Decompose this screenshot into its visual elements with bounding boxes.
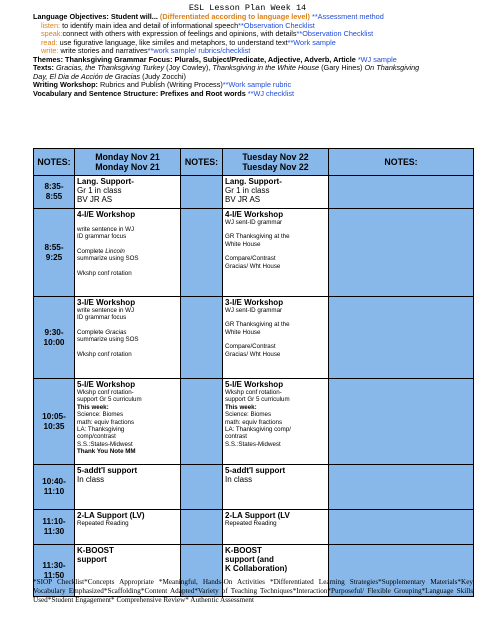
lesson-title: 5-addt'l support	[77, 466, 138, 475]
ww-label: Writing Workshop:	[33, 81, 98, 90]
tuesday-cell	[223, 297, 329, 379]
lesson-detail: Complete Lincoln	[77, 247, 125, 255]
language-objectives-line	[33, 13, 473, 22]
notes-cell	[181, 510, 223, 545]
lesson-detail: Science: Biomes	[77, 411, 124, 419]
lesson-detail: White House	[225, 240, 261, 248]
lesson-detail: support Gr 5 curriculum	[77, 396, 142, 404]
table-row	[34, 297, 474, 379]
spacer	[77, 241, 179, 248]
spacer	[77, 263, 179, 270]
lesson-detail: contrast	[225, 433, 248, 441]
lesson-subtitle: BV JR AS	[77, 195, 113, 204]
lesson-detail: Repeated Reading	[77, 520, 129, 527]
column-header-line: Tuesday Nov 22	[242, 152, 309, 162]
time-slot	[34, 209, 75, 297]
lesson-subtitle: In class	[77, 475, 105, 484]
lesson-subtitle: Gr 1 in class	[77, 186, 122, 195]
ww-text: Rubrics and Publish (Writing Process)	[98, 81, 223, 90]
lesson-cell	[223, 465, 328, 484]
lang-obj-label: Language Objectives:	[33, 13, 109, 21]
write-text: write stories and narratives	[58, 47, 148, 56]
lesson-detail: support Gr 5 curriculum	[225, 396, 290, 404]
lesson-detail: White House	[225, 328, 261, 336]
time-slot	[34, 379, 75, 465]
lesson-cell	[223, 209, 328, 270]
notes-cell	[329, 176, 474, 209]
column-header	[75, 149, 181, 176]
lesson-title: Lang. Support-	[77, 177, 134, 186]
read-line	[33, 39, 473, 48]
lesson-title: Lang. Support-	[225, 177, 282, 186]
lesson-detail: Repeated Reading	[225, 520, 277, 527]
lesson-title: 2-LA Support (LV)	[77, 511, 145, 520]
lesson-subtitle: Gr 1 in class	[225, 186, 270, 195]
notes-cell	[181, 176, 223, 209]
listen-label: listen:	[41, 21, 61, 30]
spacer	[77, 219, 179, 226]
speak-assess: **Observation Checklist	[296, 30, 374, 39]
themes-line	[33, 56, 473, 65]
lesson-cell	[75, 510, 180, 527]
lesson-detail: Wkshp conf rotation	[77, 269, 132, 277]
lang-obj-assess: **Assessment method	[309, 13, 384, 21]
column-header-line: Monday Nov 21	[95, 152, 160, 162]
time-slot-line: 9:30-	[44, 327, 64, 337]
texts-title-3: On Thanksgiving	[364, 64, 420, 73]
listen-assess: **Observation Checklist	[238, 21, 315, 30]
time-slot-line: 10:00	[43, 337, 65, 347]
time-slot-line: 8:55-	[44, 242, 64, 252]
lesson-detail: S.S.:States-Midwest	[77, 440, 133, 448]
texts-title-2: Thanksgiving in the White House	[212, 64, 320, 73]
lesson-detail: S.S.:States-Midwest	[225, 440, 281, 448]
lesson-detail: Gracias/ Wht House	[225, 350, 281, 358]
column-header-line: NOTES:	[37, 157, 71, 167]
book-title: Lincoln	[105, 247, 125, 255]
time-slot-line: 9:25	[45, 252, 63, 262]
lesson-cell	[223, 297, 328, 358]
table-row	[34, 209, 474, 297]
spacer	[77, 344, 179, 351]
lesson-title: 3-I/E Workshop	[225, 298, 284, 307]
table-row	[34, 379, 474, 465]
time-slot-line: 10:35	[43, 421, 65, 431]
ww-assess: **Work sample rubric	[222, 81, 292, 90]
themes-assess: *WJ sample	[357, 55, 397, 64]
lesson-cell	[223, 176, 328, 204]
texts-title-1: Gracias, the Thanksgiving Turkey	[53, 64, 165, 73]
time-slot-line: 11:30-	[42, 560, 66, 570]
lesson-title: 4-I/E Workshop	[77, 210, 136, 219]
tuesday-cell	[223, 176, 329, 209]
lesson-subtitle: support	[77, 555, 107, 564]
book-title: Gracias	[105, 328, 127, 336]
texts-author-3: (Judy Zocchi)	[140, 72, 186, 81]
notes-cell	[329, 510, 474, 545]
time-slot-line: 11:30	[43, 527, 65, 536]
lesson-detail: Compare/Contrast	[225, 255, 276, 263]
column-header-line: Monday Nov 21	[95, 162, 160, 172]
vocabulary-line	[33, 90, 473, 99]
time-slot	[34, 510, 75, 545]
page-title: ESL Lesson Plan Week 14	[188, 3, 307, 13]
time-slot	[34, 465, 75, 510]
lesson-detail: LA: Thanksgiving	[77, 426, 125, 434]
notes-cell	[181, 209, 223, 297]
lesson-detail: LA: Thanksgiving comp/	[225, 426, 291, 434]
lesson-cell	[223, 545, 328, 573]
column-header-line: Tuesday Nov 22	[242, 162, 309, 172]
spacer	[225, 314, 327, 321]
monday-cell	[75, 465, 181, 510]
notes-cell	[181, 379, 223, 465]
tuesday-cell	[223, 465, 329, 510]
lang-obj-diff: (Differentiated according to language level)	[159, 13, 310, 21]
lesson-title: 5-addt'l support	[225, 466, 286, 475]
read-label: read:	[41, 38, 58, 47]
notes-cell	[329, 297, 474, 379]
lesson-detail: write sentence in WJ	[77, 226, 135, 233]
schedule-table	[33, 148, 474, 597]
column-header	[181, 149, 223, 176]
write-assess: **work sample/ rubrics/checklist	[147, 47, 251, 56]
lesson-title: K-BOOST	[77, 546, 114, 555]
time-slot	[34, 297, 75, 379]
lesson-subtitle: support (and	[225, 555, 274, 564]
texts-title-4: Day, El Dia de Acción de Gracias	[33, 72, 141, 81]
lesson-detail: Gracias/ Wht House	[225, 262, 281, 270]
lesson-title: 2-LA Support (LV	[225, 511, 290, 520]
spacer	[77, 322, 179, 329]
lesson-detail: ID grammar focus	[77, 233, 127, 241]
lesson-objectives-header	[33, 13, 473, 98]
lesson-detail: GR Thanksgiving at the	[225, 321, 290, 329]
table-header-row	[34, 149, 474, 176]
lesson-detail: This week:	[77, 403, 109, 411]
table-row	[34, 465, 474, 510]
read-assess: **Work sample	[287, 38, 336, 47]
lesson-title: 5-I/E Workshop	[225, 380, 284, 389]
speak-line	[33, 30, 473, 39]
column-header	[329, 149, 474, 176]
speak-label: speak:	[41, 30, 63, 39]
column-header-line: NOTES:	[184, 157, 219, 167]
lesson-cell	[75, 297, 180, 358]
siop-checklist: *SIOP Checklist*Concepts Appropriate *Meaningful, Hands-On Activities *Differentiated Learning Strategies*Supplementary Materials*Key Vocabulary Emphasized*Scaffolding*Content Adapted*Variety of Teaching Techniques*Interaction*Purposeful/ Flexible Grouping*Language Skills Used*Student Engagement* Comprehensive Review* Authentic Assessment	[33, 578, 473, 604]
monday-cell	[75, 176, 181, 209]
lesson-detail: summarize using SOS	[77, 336, 139, 344]
lesson-detail: math: equiv fractions	[77, 418, 135, 426]
write-line	[33, 47, 473, 56]
tuesday-cell	[223, 379, 329, 465]
table-row	[34, 176, 474, 209]
lesson-cell	[75, 209, 180, 277]
time-slot-line: 11:50	[43, 570, 65, 580]
time-slot-line: 11:10-	[42, 517, 66, 526]
time-slot-line: 8:55	[45, 192, 63, 201]
lesson-detail: comp/contrast	[77, 433, 116, 441]
spacer	[225, 248, 327, 255]
lesson-cell	[223, 379, 328, 448]
lesson-detail: WJ sent-ID grammar	[225, 307, 283, 314]
lesson-detail: GR Thanksgiving at the	[225, 233, 290, 241]
time-slot	[34, 176, 75, 209]
lesson-title: 4-I/E Workshop	[225, 210, 284, 219]
notes-cell	[329, 465, 474, 510]
lesson-detail: This week:	[225, 403, 257, 411]
lesson-detail: math: equiv fractions	[225, 418, 283, 426]
texts-line-2	[33, 73, 473, 82]
lesson-cell	[75, 176, 180, 204]
vocab-label: Vocabulary and Sentence Structure:	[33, 89, 159, 98]
vocab-assess: **WJ checklist	[247, 89, 295, 98]
lesson-subtitle: In class	[225, 475, 253, 484]
texts-author-2: (Gary Hines)	[319, 64, 365, 73]
lesson-cell	[223, 510, 328, 527]
time-slot-line: 11:10	[43, 487, 65, 496]
lesson-title: 3-I/E Workshop	[77, 298, 136, 307]
lang-obj-text: Student will...	[108, 13, 160, 21]
notes-cell	[181, 297, 223, 379]
vocab-text: Prefixes and Root words	[158, 89, 248, 98]
lesson-detail: summarize using SOS	[77, 255, 139, 263]
lesson-detail: Compare/Contrast	[225, 343, 276, 351]
lesson-detail: WJ sent-ID grammar	[225, 219, 283, 226]
notes-cell	[181, 465, 223, 510]
lesson-detail: Thank You Note MM	[77, 448, 136, 456]
spacer	[225, 226, 327, 233]
texts-line	[33, 64, 473, 73]
read-text: use figurative language, like similes and metaphors, to understand text	[57, 38, 288, 47]
monday-cell	[75, 297, 181, 379]
monday-cell	[75, 379, 181, 465]
lesson-detail: Wkshp conf rotation-	[225, 389, 282, 396]
listen-text: to identify main idea and detail of informational speech	[60, 21, 239, 30]
spacer	[225, 336, 327, 343]
texts-label: Texts:	[33, 64, 54, 73]
lesson-cell	[75, 465, 180, 484]
lesson-cell	[75, 379, 180, 456]
lesson-cell	[75, 545, 180, 564]
column-header	[34, 149, 75, 176]
themes-label: Themes:	[33, 55, 64, 64]
lesson-detail: Complete Gracias	[77, 328, 127, 336]
lesson-subtitle: K Collaboration)	[225, 564, 288, 573]
themes-text: Thanksgiving Grammar Focus: Plurals, Subject/Predicate, Adjective, Adverb, Article	[63, 55, 358, 64]
notes-cell	[329, 209, 474, 297]
listen-line	[33, 22, 473, 31]
column-header-line: NOTES:	[384, 157, 418, 167]
time-slot-line: 10:05-	[42, 411, 66, 421]
time-slot-line: 8:35-	[44, 182, 64, 191]
notes-cell	[329, 379, 474, 465]
writing-workshop-line	[33, 81, 473, 90]
tuesday-cell	[223, 510, 329, 545]
tuesday-cell	[223, 209, 329, 297]
write-label: write:	[41, 47, 59, 56]
speak-text: connect with others with expression of feelings and opinions, with details	[62, 30, 297, 39]
monday-cell	[75, 510, 181, 545]
lesson-detail: write sentence in WJ	[77, 307, 135, 314]
schedule-body	[34, 149, 474, 597]
lesson-detail: Wkshp conf rotation	[77, 350, 132, 358]
lesson-detail: Wkshp conf rotation-	[77, 389, 134, 396]
lesson-detail: Science: Biomes	[225, 411, 272, 419]
lesson-title: 5-I/E Workshop	[77, 380, 136, 389]
column-header	[223, 149, 329, 176]
time-slot-line: 10:40-	[42, 477, 66, 486]
texts-author-1: (Joy Cowley),	[164, 64, 213, 73]
monday-cell	[75, 209, 181, 297]
lesson-detail: ID grammar focus	[77, 314, 127, 322]
lesson-title: K-BOOST	[225, 546, 262, 555]
lesson-subtitle: BV JR AS	[225, 195, 261, 204]
table-row	[34, 510, 474, 545]
